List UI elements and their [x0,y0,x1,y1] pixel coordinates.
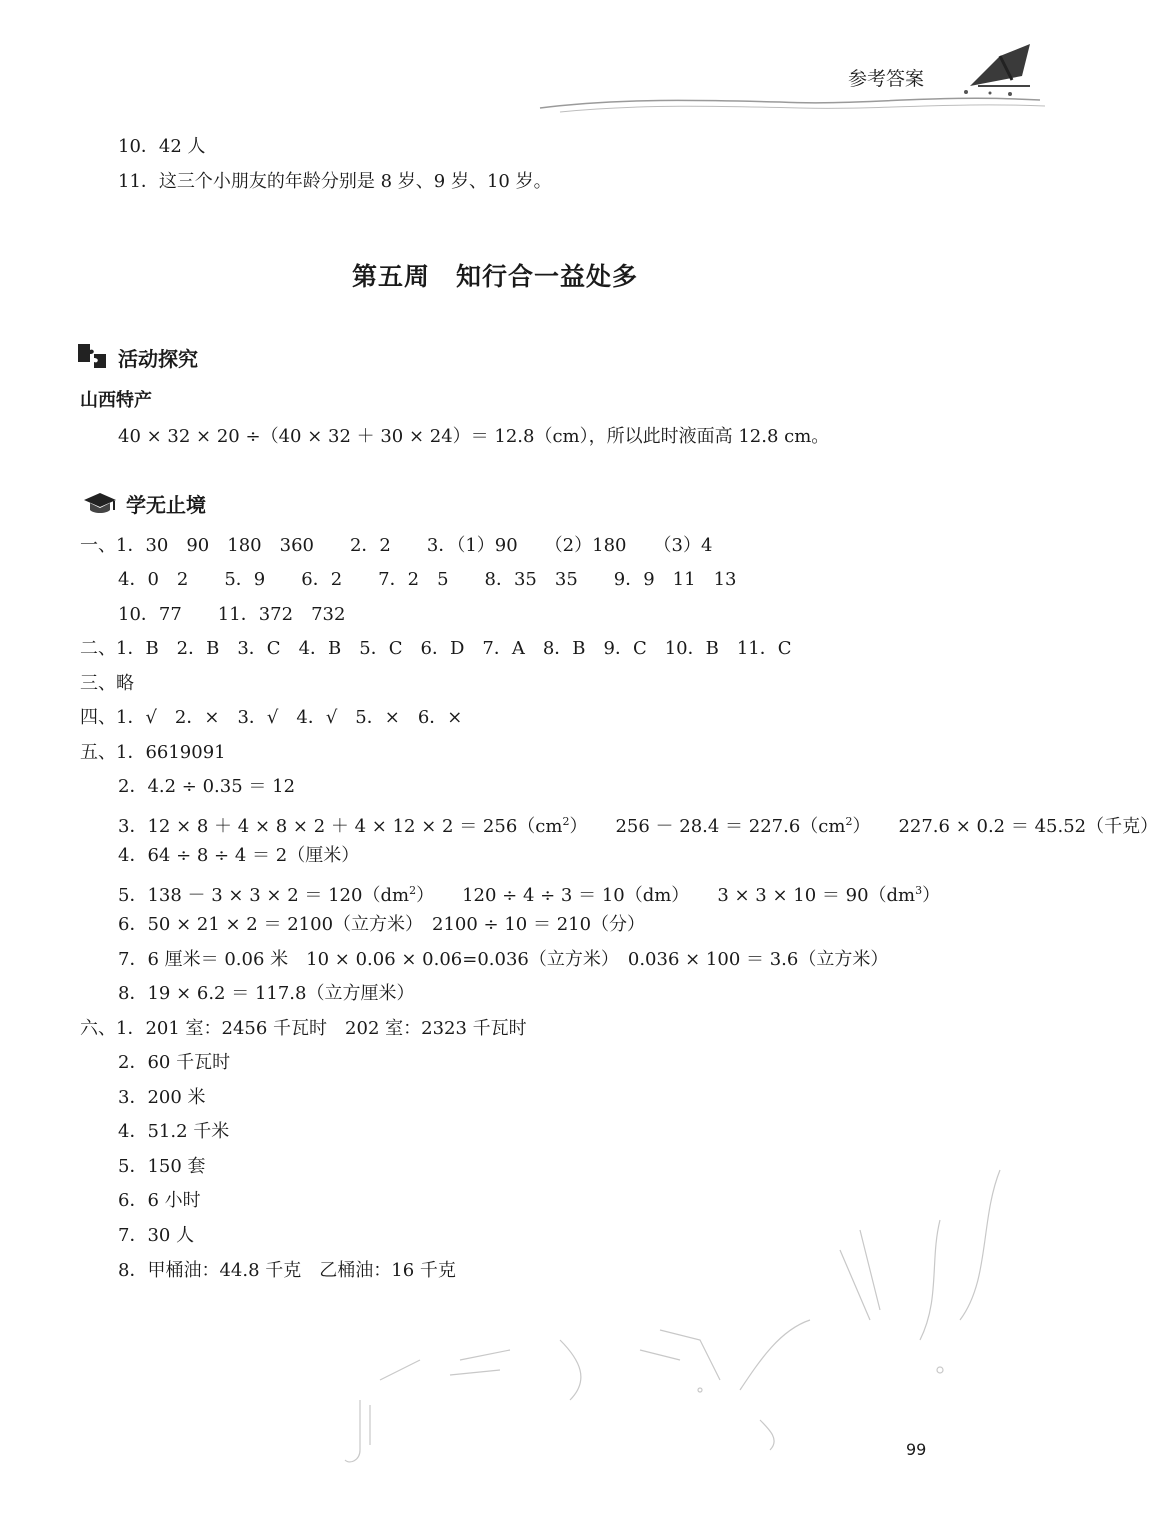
background-sketch-decoration [340,1160,1040,1480]
line9-part-b: 256 － 28.4 ＝ 227.6（cm [615,816,846,837]
line11-part-b: 120 ÷ 4 ÷ 3 ＝ 10（dm） [462,885,690,906]
line9-part-a: 3．12 × 8 ＋ 4 × 8 × 2 ＋ 4 × 12 × 2 ＝ 256（cm [118,816,563,837]
answer-item-11: 11．这三个小朋友的年龄分别是 8 岁、9 岁、10 岁。 [118,171,552,192]
study-heading: 学无止境 [126,493,206,517]
study-line-2: 4．0 2 5．9 6．2 7．2 5 8．35 35 9．9 11 13 [118,569,737,590]
graduation-cap-icon [82,490,118,516]
study-line-1: 一、1．30 90 180 360 2．2 3．（1）90 （2）180 （3）4 [80,535,713,556]
study-line-8: 2．4.2 ÷ 0.35 ＝ 12 [118,776,296,797]
page-number: 99 [906,1440,927,1459]
study-line-16: 2．60 千瓦时 [118,1052,231,1073]
line11-part-c-end: ） [922,885,941,906]
study-line-17: 3．200 米 [118,1087,206,1108]
line11-sup-a: 2 [409,884,417,897]
study-line-4: 二、1．B 2．B 3．C 4．B 5．C 6．D 7．A 8．B 9．C 10．B 11．C [80,638,792,659]
study-line-7: 五、1．6619091 [80,742,226,763]
study-line-14: 8．19 × 6.2 ＝ 117.8（立方厘米） [118,983,415,1004]
activity-heading: 活动探究 [118,347,198,371]
puzzle-icon [76,340,110,370]
study-line-6: 四、1．√ 2．× 3．√ 4．√ 5．× 6．× [80,707,463,728]
week-title: 第五周 知行合一益处多 [352,262,639,291]
study-line-5: 三、略 [80,673,134,694]
study-line-21: 7．30 人 [118,1225,195,1246]
study-line-13: 7．6 厘米＝ 0.06 米 10 × 0.06 × 0.06=0.036（立方米） 0.036 × 100 ＝ 3.6（立方米） [118,949,889,970]
study-line-19: 5．150 套 [118,1156,206,1177]
beach-chair-icon [960,36,1050,96]
line11-sup-c: 3 [915,884,923,897]
answer-item-10: 10．42 人 [118,136,206,157]
study-line-22: 8．甲桶油：44.8 千克 乙桶油：16 千克 [118,1260,456,1281]
study-line-15: 六、1．201 室：2456 千瓦时 202 室：2323 千瓦时 [80,1018,527,1039]
line11-part-c: 3 × 3 × 10 ＝ 90（dm [717,885,916,906]
study-line-3: 10．77 11．372 732 [118,604,346,625]
header-label: 参考答案 [848,68,925,90]
study-line-11 [118,880,940,907]
line9-sup-b: 2 [845,815,853,828]
study-line-12: 6．50 × 21 × 2 ＝ 2100（立方米） 2100 ÷ 10 ＝ 210（分） [118,914,646,935]
line11-part-a: 5．138 － 3 × 3 × 2 ＝ 120（dm [118,885,410,906]
line9-part-a-end: ） [569,816,588,837]
activity-subheading: 山西特产 [80,390,152,411]
study-line-20: 6．6 小时 [118,1190,201,1211]
line9-sup-a: 2 [562,815,570,828]
line11-part-a-end: ） [416,885,435,906]
line9-part-c: 227.6 × 0.2 ＝ 45.52（千克） [898,816,1158,837]
study-line-10: 4．64 ÷ 8 ÷ 4 ＝ 2（厘米） [118,845,360,866]
study-line-9 [118,811,1158,838]
study-line-18: 4．51.2 千米 [118,1121,230,1142]
line9-part-b-end: ） [852,816,871,837]
activity-answer: 40 × 32 × 20 ÷（40 × 32 ＋ 30 × 24）＝ 12.8（cm），所以此时液面高 12.8 cm。 [118,426,830,447]
